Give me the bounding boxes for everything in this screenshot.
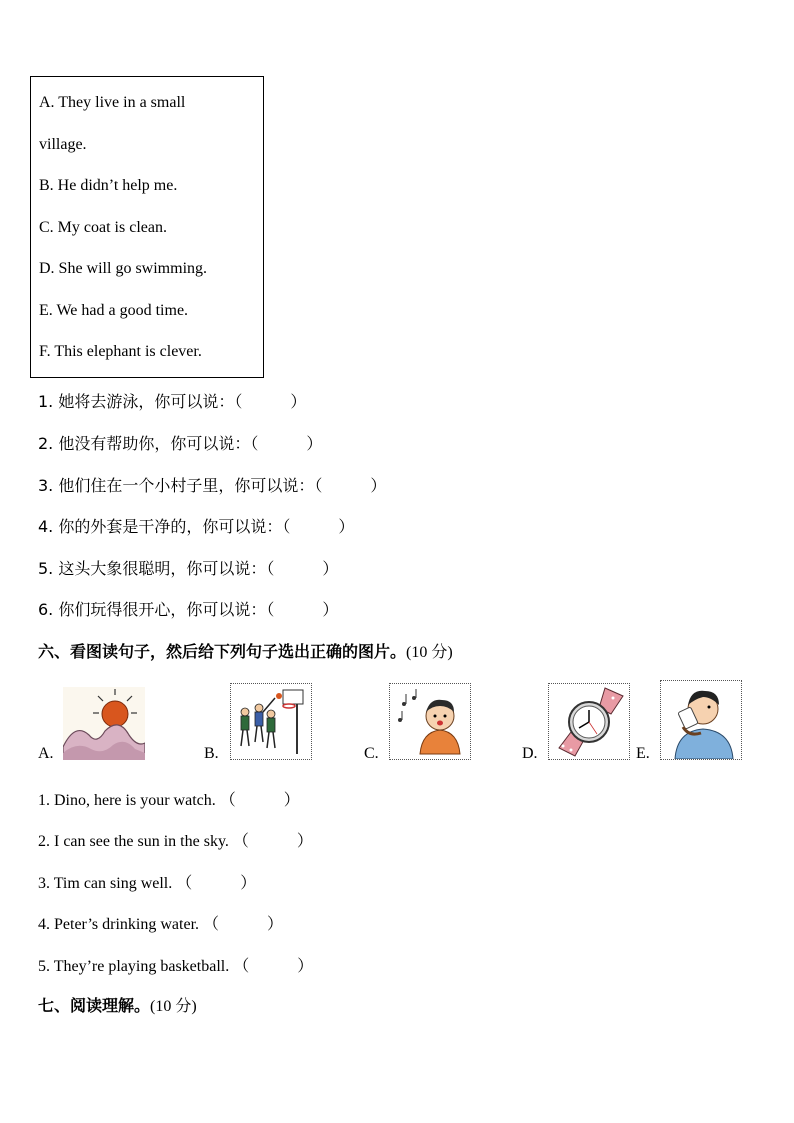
section-heading [38,993,197,1016]
boy-drinking-icon [660,680,742,760]
question-number: 5. [38,559,54,578]
question-item [38,473,386,496]
question-text: 他们住在一个小村子里，你可以说：（ ） [58,476,387,495]
option-box [30,76,264,378]
sentence-item: 5. They’re playing basketball. （ ） [38,958,314,975]
option-line: village. [39,136,87,153]
section-title: 七、阅读理解。 [38,996,151,1015]
sentence-item: 1. Dino, here is your watch. （ ） [38,792,300,809]
option-line: A. They live in a small [39,94,186,111]
question-number: 3. [38,476,54,495]
option-line: C. My coat is clean. [39,219,167,236]
question-item [38,431,322,454]
picture-label: A. [38,745,54,762]
question-item [38,597,338,620]
question-text: 她将去游泳，你可以说：（ ） [58,392,307,411]
question-text: 你的外套是干净的，你可以说：（ ） [58,517,355,536]
wristwatch-icon [548,683,630,760]
picture-label: B. [204,745,219,762]
question-item [38,389,306,412]
picture-label: C. [364,745,379,762]
basketball-players-icon [230,683,312,760]
picture-label: E. [636,745,650,762]
question-item [38,514,354,537]
section-score: (10 分) [150,998,197,1015]
section-score: (10 分) [406,644,453,661]
question-number: 6. [38,600,54,619]
sentence-item: 4. Peter’s drinking water. （ ） [38,916,284,933]
option-line: D. She will go swimming. [39,260,208,277]
question-number: 1. [38,392,54,411]
sun-over-mountains-icon [63,687,145,760]
question-text: 他没有帮助你，你可以说：（ ） [58,434,323,453]
boy-singing-icon [389,683,471,760]
question-text: 这头大象很聪明，你可以说：（ ） [58,559,339,578]
section-heading [38,639,453,662]
option-line: E. We had a good time. [39,302,189,319]
option-line: B. He didn’t help me. [39,177,178,194]
sentence-item: 2. I can see the sun in the sky. （ ） [38,833,313,850]
sentence-item: 3. Tim can sing well. （ ） [38,875,257,892]
question-text: 你们玩得很开心，你可以说：（ ） [58,600,339,619]
section-title: 六、看图读句子，然后给下列句子选出正确的图片。 [38,642,407,661]
question-item [38,556,338,579]
question-number: 2. [38,434,54,453]
option-line: F. This elephant is clever. [39,343,202,360]
picture-label: D. [522,745,538,762]
question-number: 4. [38,517,54,536]
